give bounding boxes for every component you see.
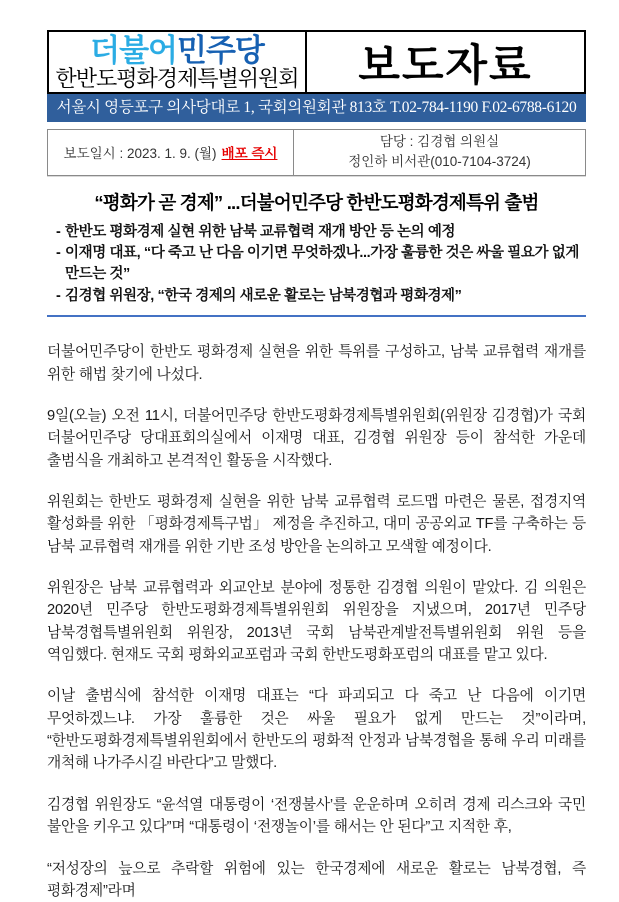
contact-line-secretary: 정인하 비서관(010-7104-3724) <box>348 152 531 172</box>
party-logo-light-part: 더불어 <box>90 33 177 68</box>
doc-type-label: 보도자료 <box>307 32 584 92</box>
release-date-cell <box>48 130 294 175</box>
release-immediate-badge: 배포 즉시 <box>222 142 278 162</box>
letterhead-org-cell <box>49 32 307 92</box>
body-paragraph: “저성장의 늪으로 추락할 위험에 있는 한국경제에 새로운 활로는 남북경협, 즉 평화경제”라며 <box>47 858 586 902</box>
headline-bullet-list <box>47 222 586 308</box>
body-paragraph: 9일(오늘) 오전 11시, 더불어민주당 한반도평화경제특별위원회(위원장 김경협)가 국회 더불어민주당 당대표회의실에서 이재명 대표, 김경협 위원장 등이 참석한 가운데 출범식을 개최하고 본격적인 활동을 시작했다. <box>47 405 586 472</box>
body-paragraph: 더불어민주당이 한반도 평화경제 실현을 위한 특위를 구성하고, 남북 교류협력 재개를 위한 해법 찾기에 나섰다. <box>47 341 586 386</box>
bullet-dash-marker: - <box>47 286 65 307</box>
letterhead <box>47 30 586 94</box>
headline-bullet <box>47 222 586 243</box>
article-body <box>47 341 586 902</box>
bullet-dash-marker: - <box>47 243 65 286</box>
bullet-text: 김경협 위원장, “한국 경제의 새로운 활로는 남북경협과 평화경제” <box>65 286 586 307</box>
contact-line-office: 담당 : 김경협 의원실 <box>380 132 499 152</box>
bullet-text: 이재명 대표, “다 죽고 난 다음 이기면 무엇하겠나...가장 훌륭한 것은 싸울 필요가 없게 만드는 것” <box>65 243 586 286</box>
headline-bullet <box>47 286 586 307</box>
party-logo-dark-part: 민주당 <box>177 33 264 68</box>
contact-cell <box>294 130 585 175</box>
party-logo <box>90 35 264 66</box>
committee-name: 한반도평화경제특별위원회 <box>55 66 298 91</box>
headline-title: “평화가 곧 경제” ...더불어민주당 한반도평화경제특위 출범 <box>47 189 586 215</box>
headline-bullet <box>47 243 586 286</box>
body-paragraph: 김경협 위원장도 “윤석열 대통령이 ‘전쟁불사’를 운운하며 오히려 경제 리스크와 국민 불안을 키우고 있다”며 “대통령이 ‘전쟁놀이’를 해서는 안 된다”고 지적한 후, <box>47 794 586 839</box>
body-paragraph: 위원회는 한반도 평화경제 실현을 위한 남북 교류협력 로드맵 마련은 물론, 접경지역 활성화를 위한 「평화경제특구법」 제정을 추진하고, 대미 공공외교 TF를 구축하는 등 남북 교류협력 재개를 위한 기반 조성 방안을 논의하고 모색할 예정이다. <box>47 491 586 558</box>
body-paragraph: 위원장은 남북 교류협력과 외교안보 분야에 정통한 김경협 의원이 맡았다. 김 의원은 2020년 민주당 한반도평화경제특별위원회 위원장을 지냈으며, 2017년 민주당 남북경협특별위원회 위원장, 2013년 국회 남북관계발전특별위원회 위원 등을 역임했다. 현재도 국회 평화외교포럼과 국회 한반도평화포럼의 대표를 맡고 있다. <box>47 577 586 666</box>
body-paragraph: 이날 출범식에 참석한 이재명 대표는 “다 파괴되고 다 죽고 난 다음에 이기면 무엇하겠느냐. 가장 훌륭한 것은 싸울 필요가 없게 만드는 것”이라며, “한반도평화경제특별위원회에서 한반도의 평화적 안정과 남북경협을 통해 우리 미래를 개척해 나가주시길 바란다”고 말했다. <box>47 685 586 774</box>
release-date-text: 보도일시 : 2023. 1. 9. (월) <box>64 142 217 162</box>
bullet-text: 한반도 평화경제 실현 위한 남북 교류협력 재개 방안 등 논의 예정 <box>65 222 586 243</box>
bullet-dash-marker: - <box>47 222 65 243</box>
address-bar: 서울시 영등포구 의사당대로 1, 국회의원회관 813호 T.02-784-1190 F.02-6788-6120 <box>47 94 586 122</box>
headline-divider-rule <box>47 315 586 317</box>
release-info-table <box>47 129 586 176</box>
